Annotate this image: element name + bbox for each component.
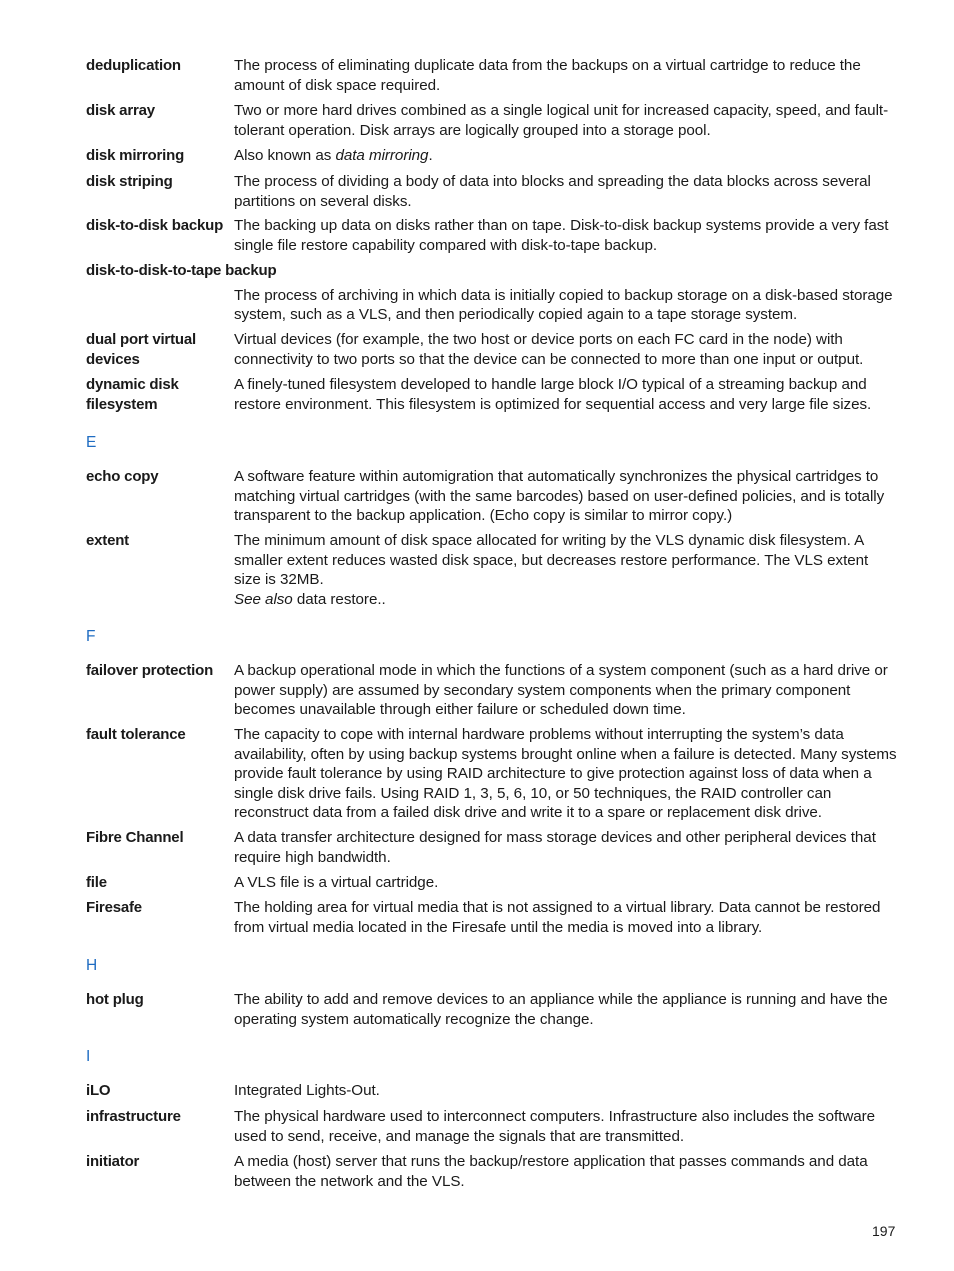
glossary-entry-hot-plug [86, 990, 898, 1029]
see-also-label: See also [234, 590, 293, 608]
glossary-entry-disk-to-disk-backup [86, 216, 898, 255]
glossary-term: file [86, 874, 107, 891]
glossary-definition: The capacity to cope with internal hardware problems without interrupting the system’s data availability, often by using backup systems brought online when a failure is detected. Many systems provide fault tolerance by using RAID architecture to give protection against loss of data when a single disk drive fails. Using RAID 1, 3, 5, 6, 10, or 50 techniques, the RAID controller can reconstruct data from a failed disk drive and write it to a spare or replacement disk drive. [234, 726, 897, 821]
page-number: 197 [872, 1223, 896, 1239]
glossary-entry-dual-port-virtual-devices [86, 330, 898, 369]
glossary-term: disk array [86, 102, 155, 119]
glossary-term: infrastructure [86, 1108, 181, 1125]
glossary-entry-disk-array [86, 101, 898, 140]
glossary-term: dynamic disk filesystem [86, 376, 179, 413]
glossary-term: hot plug [86, 991, 144, 1008]
glossary-entry-disk-mirroring [86, 146, 898, 166]
glossary-term: Firesafe [86, 899, 142, 916]
glossary-entry-disk-to-disk-to-tape-backup [86, 261, 898, 325]
glossary-entry-fibre-channel [86, 828, 898, 867]
glossary-term: Fibre Channel [86, 829, 184, 846]
glossary-definition [234, 531, 898, 609]
glossary-definition [234, 146, 898, 166]
glossary-term: disk striping [86, 173, 173, 190]
glossary-definition: A software feature within automigration that automatically synchronizes the physical cartridges to matching virtual cartridges (with the same barcodes) based on user-defined policies, and is totally transparent to the backup application. (Echo copy is similar to mirror copy.) [234, 468, 885, 524]
glossary-term: initiator [86, 1153, 140, 1170]
glossary-definition: A backup operational mode in which the functions of a system component (such as a hard drive or power supply) are assumed by secondary system components when the primary component becomes unavailable through either failure or scheduled down time. [234, 662, 888, 718]
glossary-term: deduplication [86, 57, 181, 74]
glossary-definition: A media (host) server that runs the backup/restore application that passes commands and data between the network and the VLS. [234, 1153, 868, 1190]
glossary-definition: A data transfer architecture designed for mass storage devices and other peripheral devices that require high bandwidth. [234, 829, 876, 866]
glossary-definition: Virtual devices (for example, the two host or device ports on each FC card in the node) with connectivity to two ports so that the device can be connected to more than one input or output. [234, 331, 864, 368]
see-also-line [234, 590, 898, 610]
glossary-term: extent [86, 532, 129, 549]
glossary-term: dual port virtual devices [86, 331, 196, 368]
definition-text: The minimum amount of disk space allocated for writing by the VLS dynamic disk filesystem. A smaller extent reduces wasted disk space, but decreases restore performance. The VLS extent size is 32MB. [234, 532, 869, 588]
glossary-term: failover protection [86, 662, 214, 679]
glossary-entry-firesafe [86, 898, 898, 937]
glossary-definition: The process of eliminating duplicate data from the backups on a virtual cartridge to reduce the amount of disk space required. [234, 57, 861, 94]
glossary-entry-initiator [86, 1152, 898, 1191]
section-heading-e: E [86, 434, 97, 451]
glossary-definition: Two or more hard drives combined as a single logical unit for increased capacity, speed, and fault-tolerant operation. Disk arrays are logically grouped into a storage pool. [234, 102, 889, 139]
glossary-definition: A VLS file is a virtual cartridge. [234, 874, 439, 891]
glossary-entry-file [86, 873, 898, 893]
glossary-entry-failover-protection [86, 661, 898, 720]
glossary-term: disk-to-disk-to-tape backup [86, 262, 277, 279]
definition-italic-text: data mirroring [335, 147, 429, 164]
glossary-entry-disk-striping [86, 172, 898, 211]
glossary-definition: The physical hardware used to interconnect computers. Infrastructure also includes the software used to send, receive, and manage the signals that are transmitted. [234, 1108, 876, 1145]
glossary-definition: The backing up data on disks rather than on tape. Disk-to-disk backup systems provide a very fast single file restore capability compared with disk-to-tape backup. [234, 217, 889, 254]
glossary-entry-echo-copy [86, 467, 898, 526]
definition-text: Also known as [234, 147, 336, 164]
section-heading-i: I [86, 1048, 91, 1065]
glossary-term: iLO [86, 1082, 111, 1099]
glossary-term: disk-to-disk backup [86, 217, 224, 234]
see-also-text: data restore.. [292, 590, 386, 608]
glossary-definition: The holding area for virtual media that is not assigned to a virtual library. Data cannot be restored from virtual media located in the Firesafe until the media is moved into a library. [234, 899, 881, 936]
glossary-definition: Integrated Lights-Out. [234, 1082, 380, 1099]
definition-text: . [428, 147, 433, 164]
glossary-definition: A finely-tuned filesystem developed to handle large block I/O typical of a streaming backup and restore environment. This filesystem is optimized for sequential access and very large file sizes. [234, 376, 872, 413]
glossary-entry-infrastructure [86, 1107, 898, 1146]
glossary-term: fault tolerance [86, 726, 186, 743]
glossary-entry-ilo [86, 1081, 898, 1101]
glossary-entry-dynamic-disk-filesystem [86, 375, 898, 414]
glossary-entry-deduplication [86, 56, 898, 95]
glossary-definition: The process of dividing a body of data into blocks and spreading the data blocks across several partitions on several disks. [234, 173, 871, 210]
section-heading-h: H [86, 957, 98, 974]
glossary-definition: The process of archiving in which data is initially copied to backup storage on a disk-based storage system, such as a VLS, and then periodically copied again to a tape storage system. [234, 286, 893, 323]
glossary-entry-extent [86, 531, 898, 609]
glossary-term: echo copy [86, 468, 159, 485]
glossary-term: disk mirroring [86, 147, 185, 164]
glossary-definition: The ability to add and remove devices to an appliance while the appliance is running and have the operating system automatically recognize the change. [234, 991, 888, 1028]
section-heading-f: F [86, 628, 96, 645]
glossary-entry-fault-tolerance [86, 725, 898, 823]
